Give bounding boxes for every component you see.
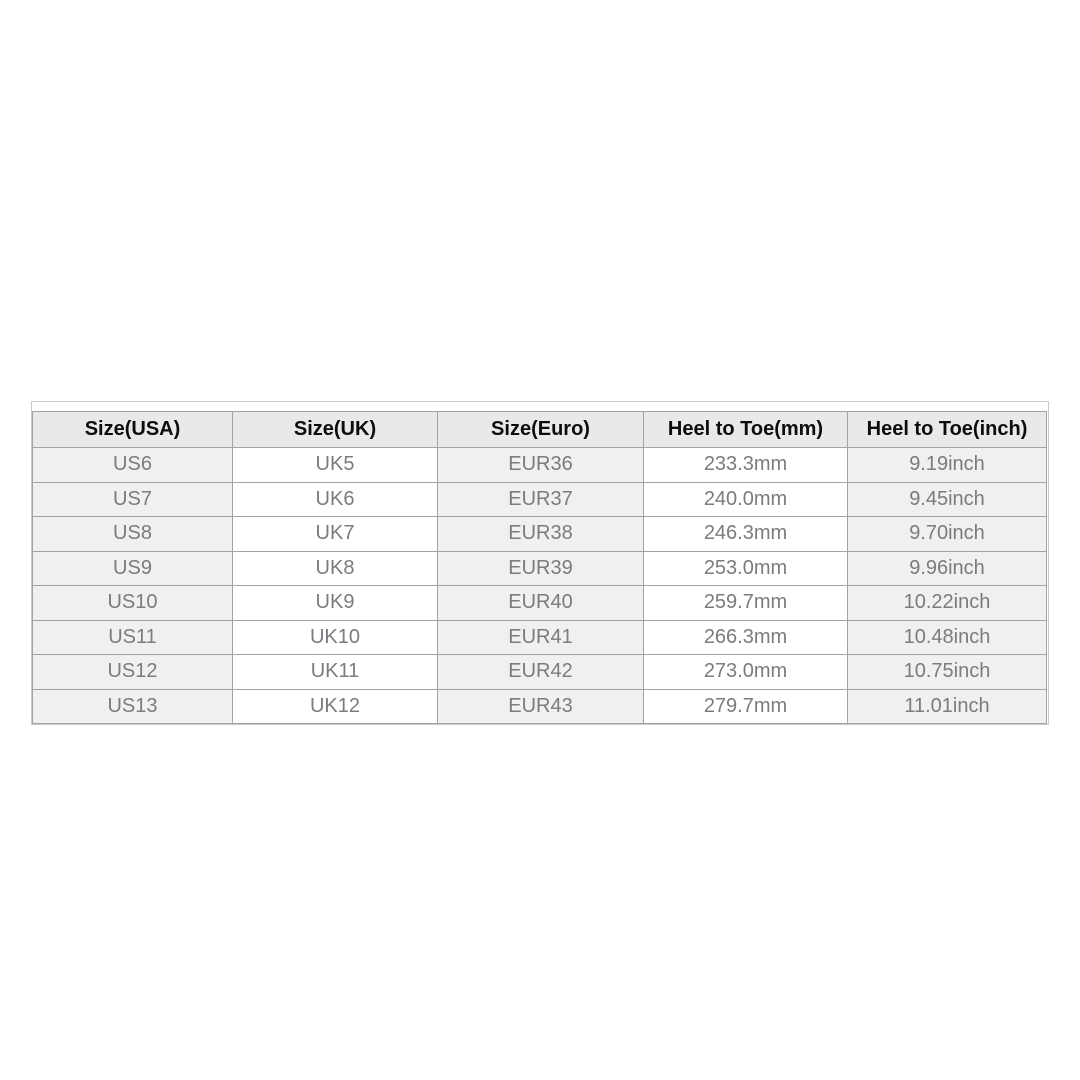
table-cell: 266.3mm bbox=[644, 620, 848, 655]
table-cell: EUR37 bbox=[438, 482, 644, 517]
table-cell: UK10 bbox=[233, 620, 438, 655]
table-cell: 10.48inch bbox=[848, 620, 1047, 655]
table-cell: 9.70inch bbox=[848, 517, 1047, 552]
table-cell: 11.01inch bbox=[848, 689, 1047, 724]
table-row bbox=[33, 448, 1047, 483]
table-cell: 10.75inch bbox=[848, 655, 1047, 690]
table-row bbox=[33, 689, 1047, 724]
table-cell: UK12 bbox=[233, 689, 438, 724]
table-cell: EUR38 bbox=[438, 517, 644, 552]
table-cell: UK6 bbox=[233, 482, 438, 517]
table-cell: EUR43 bbox=[438, 689, 644, 724]
table-cell: UK11 bbox=[233, 655, 438, 690]
table-cell: US12 bbox=[33, 655, 233, 690]
table-row bbox=[33, 517, 1047, 552]
table-cell: 279.7mm bbox=[644, 689, 848, 724]
table-cell: 9.45inch bbox=[848, 482, 1047, 517]
table-cell: 9.19inch bbox=[848, 448, 1047, 483]
table-row bbox=[33, 482, 1047, 517]
table-cell: 9.96inch bbox=[848, 551, 1047, 586]
table-cell: EUR41 bbox=[438, 620, 644, 655]
table-cell: UK9 bbox=[233, 586, 438, 621]
table-cell: US9 bbox=[33, 551, 233, 586]
table-row bbox=[33, 586, 1047, 621]
column-header: Size(Euro) bbox=[438, 412, 644, 448]
table-cell: UK8 bbox=[233, 551, 438, 586]
table-row bbox=[33, 551, 1047, 586]
header-row bbox=[33, 412, 1047, 448]
table-cell: 259.7mm bbox=[644, 586, 848, 621]
table-row bbox=[33, 655, 1047, 690]
table-cell: US11 bbox=[33, 620, 233, 655]
column-header: Heel to Toe(mm) bbox=[644, 412, 848, 448]
table-cell: 253.0mm bbox=[644, 551, 848, 586]
table-cell: EUR36 bbox=[438, 448, 644, 483]
table-cell: US8 bbox=[33, 517, 233, 552]
table-cell: 246.3mm bbox=[644, 517, 848, 552]
table-row bbox=[33, 620, 1047, 655]
table-cell: 240.0mm bbox=[644, 482, 848, 517]
table-cell: US13 bbox=[33, 689, 233, 724]
table-cell: EUR39 bbox=[438, 551, 644, 586]
table-cell: UK5 bbox=[233, 448, 438, 483]
table-cell: EUR40 bbox=[438, 586, 644, 621]
table-cell: UK7 bbox=[233, 517, 438, 552]
column-header: Size(USA) bbox=[33, 412, 233, 448]
table-cell: US6 bbox=[33, 448, 233, 483]
size-chart-table bbox=[32, 411, 1047, 724]
column-header: Size(UK) bbox=[233, 412, 438, 448]
table-cell: EUR42 bbox=[438, 655, 644, 690]
table-cell: 273.0mm bbox=[644, 655, 848, 690]
size-chart-frame bbox=[31, 401, 1049, 725]
table-body bbox=[33, 448, 1047, 724]
table-cell: 10.22inch bbox=[848, 586, 1047, 621]
column-header: Heel to Toe(inch) bbox=[848, 412, 1047, 448]
table-cell: 233.3mm bbox=[644, 448, 848, 483]
table-cell: US10 bbox=[33, 586, 233, 621]
table-header bbox=[33, 412, 1047, 448]
table-cell: US7 bbox=[33, 482, 233, 517]
